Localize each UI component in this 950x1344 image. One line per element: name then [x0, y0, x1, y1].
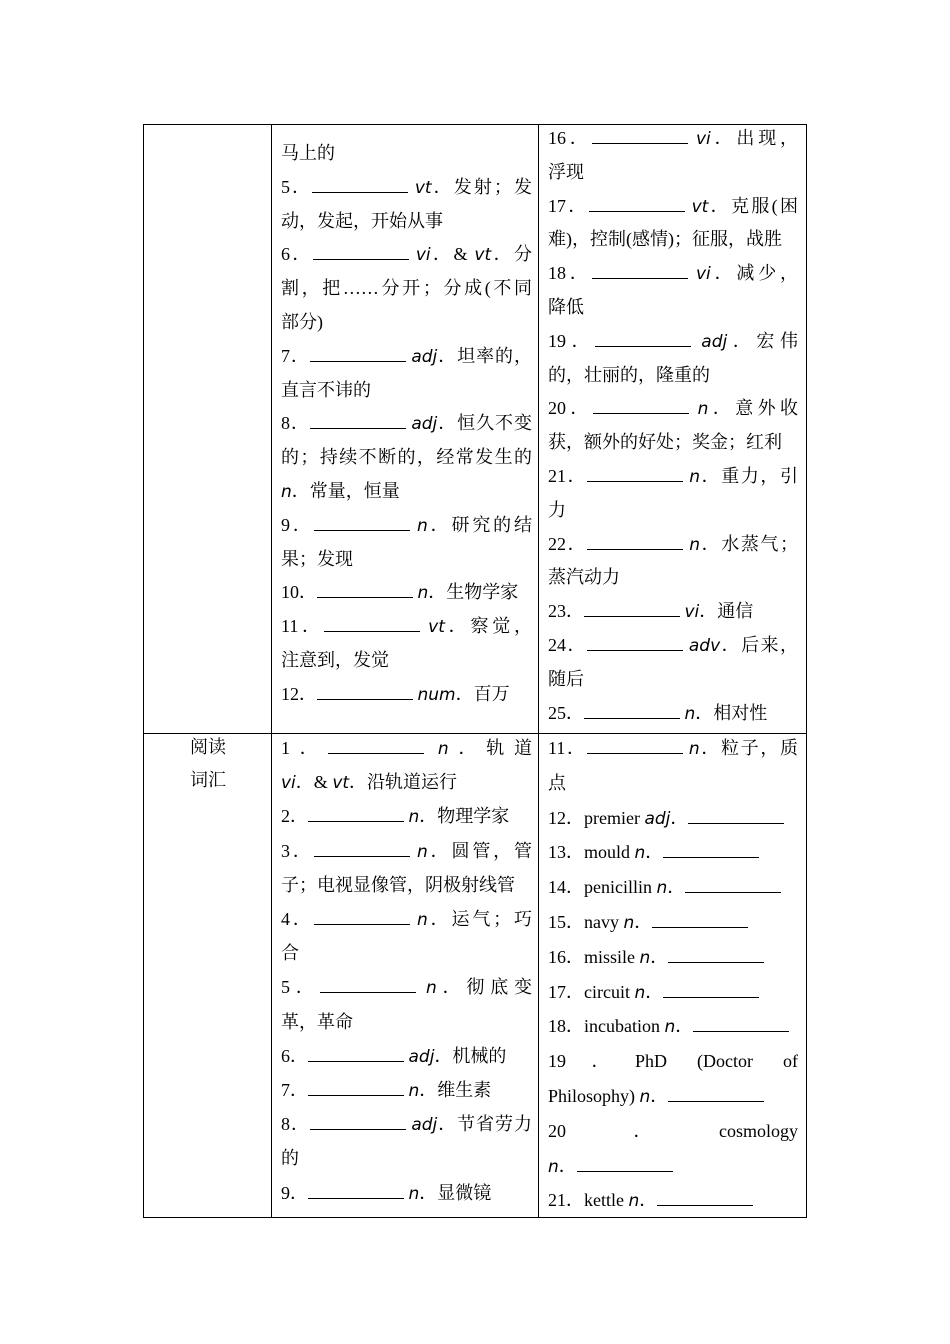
answer-blank[interactable]	[314, 904, 410, 925]
answer-blank[interactable]	[592, 123, 688, 144]
answer-blank[interactable]	[668, 1081, 764, 1102]
answer-blank[interactable]	[587, 733, 683, 754]
answer-blank[interactable]	[313, 239, 409, 260]
answer-blank[interactable]	[688, 803, 784, 824]
answer-blank[interactable]	[584, 596, 680, 617]
vocab-line: 4． n．运气；巧	[281, 903, 532, 936]
answer-blank[interactable]	[685, 872, 781, 893]
vocab-line: 17． vt．克服(困	[548, 190, 798, 223]
vocab-line: 点	[548, 772, 566, 793]
vocab-line: 获，额外的好处；奖金；红利	[548, 432, 782, 453]
vocab-line: 22． n．水蒸气；	[548, 528, 798, 561]
answer-blank[interactable]	[584, 698, 680, 719]
answer-blank[interactable]	[663, 977, 759, 998]
vocab-line: 19．PhD (Doctor of	[548, 1051, 798, 1072]
vocab-line: 降低	[548, 297, 584, 317]
answer-blank[interactable]	[668, 942, 764, 963]
category-label-reading: 阅读 词汇	[190, 737, 226, 790]
vocab-line: 11． n．粒子，质	[548, 732, 798, 765]
vocab-line: 力	[548, 499, 566, 520]
vocab-line: Philosophy) n．	[548, 1080, 798, 1113]
answer-blank[interactable]	[587, 461, 683, 482]
answer-blank[interactable]	[320, 972, 416, 993]
vocab-line: 6． vi．& vt．分	[281, 238, 532, 271]
vocab-line: 注意到，发觉	[281, 650, 389, 670]
vocab-line: 6． adj．机械的	[281, 1040, 532, 1073]
answer-blank[interactable]	[310, 341, 406, 362]
vocab-line: 8． adj．节省劳力	[281, 1108, 532, 1141]
vocab-line: 20． n．意外收	[548, 392, 798, 425]
vocab-line: 21．kettle n．	[548, 1184, 798, 1217]
answer-blank[interactable]	[308, 1178, 404, 1199]
answer-blank[interactable]	[592, 258, 688, 279]
vocab-line: 革，革命	[281, 1011, 353, 1032]
vocab-line: 23． vi．通信	[548, 595, 798, 628]
answer-blank[interactable]	[312, 172, 408, 193]
answer-blank[interactable]	[314, 510, 410, 531]
vocab-line: 动，发起，开始从事	[281, 210, 443, 231]
answer-blank[interactable]	[310, 408, 406, 429]
answer-blank[interactable]	[577, 1151, 673, 1172]
vocabulary-table	[143, 124, 807, 1218]
answer-blank[interactable]	[310, 1109, 406, 1130]
vocab-line: 16． vi．出现，	[548, 122, 798, 155]
vocab-line: 浮现	[548, 161, 584, 182]
vocab-line: 24． adv．后来，	[548, 629, 798, 662]
answer-blank[interactable]	[324, 611, 420, 632]
answer-blank[interactable]	[308, 1075, 404, 1096]
vocab-line: 的，壮丽的，隆重的	[548, 364, 710, 385]
answer-blank[interactable]	[317, 679, 413, 700]
answer-blank[interactable]	[693, 1011, 789, 1032]
vocab-line: 8． adj．恒久不变	[281, 407, 532, 440]
vocab-line: 9． n．显微镜	[281, 1177, 532, 1210]
vocab-line: 10． n．生物学家	[281, 576, 532, 609]
answer-blank[interactable]	[328, 733, 424, 754]
answer-blank[interactable]	[587, 630, 683, 651]
vocab-line: 12．premier adj．	[548, 802, 798, 835]
vocab-line: 1． n．轨道	[281, 732, 532, 765]
vocab-line: 7． adj．坦率的，	[281, 340, 532, 373]
answer-blank[interactable]	[652, 907, 748, 928]
vocab-line: 直言不讳的	[281, 379, 371, 400]
vocab-line: 割，把……分开；分成(不同	[281, 278, 532, 299]
vocab-line: 马上的	[281, 143, 335, 163]
vocab-line: 21． n．重力，引	[548, 460, 798, 493]
vocab-line: 的	[281, 1148, 299, 1169]
answer-blank[interactable]	[595, 326, 691, 347]
vocab-line: 19． adj．宏伟	[548, 325, 798, 358]
vocab-line: 3． n．圆管，管	[281, 835, 532, 868]
vocab-line: 合	[281, 943, 299, 964]
vocab-line: 12． num．百万	[281, 678, 532, 711]
vocab-line: 18．incubation n．	[548, 1010, 798, 1043]
vocab-line: 5． n．彻底变	[281, 971, 532, 1004]
vocab-line: 难)，控制(感情)；征服，战胜	[548, 229, 782, 250]
vocab-line: 5． vt．发射；发	[281, 171, 532, 204]
answer-blank[interactable]	[317, 577, 413, 598]
answer-blank[interactable]	[593, 393, 689, 414]
vocab-line: 20．cosmology	[548, 1120, 798, 1141]
vocab-line: 13．mould n．	[548, 836, 798, 869]
answer-blank[interactable]	[587, 529, 683, 550]
vocab-line: 2． n．物理学家	[281, 800, 532, 833]
answer-blank[interactable]	[314, 836, 410, 857]
vocab-line: 子；电视显像管，阴极射线管	[281, 874, 515, 895]
vocab-line: 蒸汽动力	[548, 567, 620, 588]
column-divider-1	[271, 125, 272, 1217]
answer-blank[interactable]	[663, 837, 759, 858]
vocab-line: 的；持续不断的，经常发生的	[281, 447, 532, 468]
vocab-line: 18． vi．减少，	[548, 257, 798, 290]
vocab-line: 15．navy n．	[548, 906, 798, 939]
answer-blank[interactable]	[589, 191, 685, 212]
vocab-line: 11． vt．察觉，	[281, 610, 532, 643]
vocab-line: 9． n．研究的结	[281, 509, 532, 542]
vocab-line: 7． n．维生素	[281, 1074, 532, 1107]
vocab-line: 17．circuit n．	[548, 976, 798, 1009]
vocab-line: n．	[548, 1150, 798, 1183]
vocab-line: vi．& vt．沿轨道运行	[281, 772, 458, 794]
vocab-line: 14．penicillin n．	[548, 871, 798, 904]
vocab-line: 随后	[548, 668, 584, 689]
vocab-line: n．常量，恒量	[281, 481, 400, 502]
vocab-line: 果；发现	[281, 548, 353, 569]
answer-blank[interactable]	[657, 1185, 753, 1206]
answer-blank[interactable]	[308, 801, 404, 822]
vocab-line: 16．missile n．	[548, 941, 798, 974]
answer-blank[interactable]	[308, 1041, 404, 1062]
vocab-line: 部分)	[281, 312, 323, 332]
vocab-line: 25． n．相对性	[548, 697, 798, 730]
column-divider-2	[538, 125, 539, 1217]
